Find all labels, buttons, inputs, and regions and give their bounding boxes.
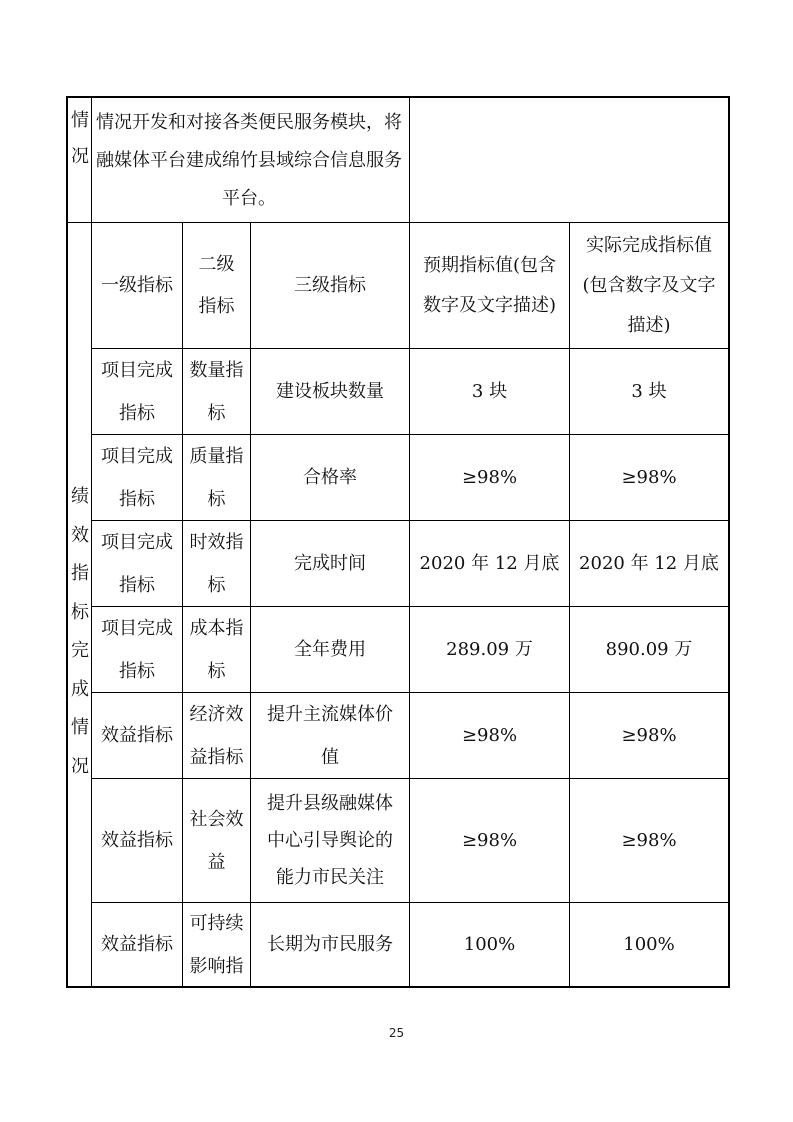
row-3-actual-text: 2020 年 12 月底 <box>579 553 719 574</box>
row-7-level3 <box>251 903 409 986</box>
row-7-expected <box>410 903 569 986</box>
row-2-actual <box>570 435 728 520</box>
row-1-level1-text: 项目完成指标 <box>101 359 173 424</box>
row-6-actual-text: ≥98% <box>621 830 677 851</box>
header-expected <box>410 223 569 348</box>
row-4-actual-text: 890.09 万 <box>605 639 693 660</box>
row-3-level2 <box>183 521 250 606</box>
row-5-level2-text: 经济效益指标 <box>189 703 244 768</box>
top-left-label-text: 情况 <box>71 110 89 167</box>
header-level3 <box>251 223 409 348</box>
section-label-text: 绩效指标完成情况 <box>71 486 89 777</box>
row-7-level2 <box>183 903 250 986</box>
row-2-actual-text: ≥98% <box>621 467 677 488</box>
top-content <box>93 98 409 222</box>
top-left-label <box>68 98 92 222</box>
row-1-actual <box>570 349 728 434</box>
row-2-expected-text: ≥98% <box>461 467 518 488</box>
row-4-level2-text: 成本指标 <box>189 617 244 682</box>
header-actual-text: 实际完成指标值(包含数字及文字描述) <box>582 234 716 336</box>
row-3-expected <box>410 521 569 606</box>
row-1-expected-text: 3 块 <box>471 381 508 402</box>
row-7-actual <box>570 903 728 986</box>
row-4-level1-text: 项目完成指标 <box>101 617 173 682</box>
row-2-level2 <box>183 435 250 520</box>
row-4-level3 <box>251 607 409 692</box>
row-1-level1 <box>92 349 182 434</box>
row-4-expected-text: 289.09 万 <box>446 639 533 660</box>
row-1-expected <box>410 349 569 434</box>
row-2-expected <box>410 435 569 520</box>
row-3-level3-text: 完成时间 <box>294 553 366 574</box>
row-3-level2-text: 时效指标 <box>189 531 244 596</box>
row-5-actual <box>570 693 728 778</box>
row-5-actual-text: ≥98% <box>621 725 677 746</box>
row-6-expected-text: ≥98% <box>461 830 518 851</box>
header-level2-text: 二级指标 <box>198 253 235 317</box>
row-2-level1-text: 项目完成指标 <box>101 445 173 510</box>
row-5-level1-text: 效益指标 <box>101 725 173 746</box>
top-content-text: 情况开发和对接各类便民服务模块，将融媒体平台建成绵竹县域综合信息服务平台。 <box>96 112 402 209</box>
row-1-level2 <box>183 349 250 434</box>
row-6-level3-text: 提升县级融媒体中心引导舆论的能力市民关注 <box>267 793 393 888</box>
row-6-level1 <box>92 779 182 902</box>
row-4-level1 <box>92 607 182 692</box>
header-level1-text: 一级指标 <box>101 275 173 296</box>
row-6-level2 <box>183 779 250 902</box>
row-1-level3 <box>251 349 409 434</box>
row-7-expected-text: 100% <box>463 934 516 955</box>
row-6-level2-text: 社会效益 <box>189 808 244 873</box>
row-1-level3-text: 建设板块数量 <box>276 381 384 402</box>
header-level3-text: 三级指标 <box>294 275 366 296</box>
row-6-expected <box>410 779 569 902</box>
row-6-level3 <box>251 779 409 902</box>
row-3-level1-text: 项目完成指标 <box>101 531 173 596</box>
row-1-actual-text: 3 块 <box>631 381 667 402</box>
row-4-level2 <box>183 607 250 692</box>
row-5-expected-text: ≥98% <box>461 725 518 746</box>
page-number: 25 <box>388 1026 405 1040</box>
row-4-expected <box>410 607 569 692</box>
performance-table <box>66 96 730 988</box>
row-1-level2-text: 数量指标 <box>189 359 244 424</box>
row-6-actual <box>570 779 728 902</box>
row-7-level2-text: 可持续影响指 <box>189 912 244 977</box>
row-3-actual <box>570 521 728 606</box>
row-6-level1-text: 效益指标 <box>101 830 173 851</box>
row-2-level3 <box>251 435 409 520</box>
row-5-level3-text: 提升主流媒体价值 <box>267 703 393 768</box>
row-4-actual <box>570 607 728 692</box>
row-3-expected-text: 2020 年 12 月底 <box>419 553 560 574</box>
row-2-level2-text: 质量指标 <box>189 445 244 510</box>
header-level1 <box>92 223 182 348</box>
row-7-level1 <box>92 903 182 986</box>
row-7-actual-text: 100% <box>623 934 675 955</box>
row-5-level2 <box>183 693 250 778</box>
header-actual <box>570 223 728 348</box>
row-2-level3-text: 合格率 <box>303 467 357 488</box>
row-7-level1-text: 效益指标 <box>101 934 173 955</box>
header-expected-text: 预期指标值(包含数字及文字描述) <box>422 254 557 316</box>
row-5-expected <box>410 693 569 778</box>
row-2-level1 <box>92 435 182 520</box>
header-level2 <box>183 223 250 348</box>
row-3-level3 <box>251 521 409 606</box>
row-7-level3-text: 长期为市民服务 <box>267 934 393 955</box>
row-5-level1 <box>92 693 182 778</box>
row-3-level1 <box>92 521 182 606</box>
row-5-level3 <box>251 693 409 778</box>
section-label <box>68 222 92 986</box>
row-4-level3-text: 全年费用 <box>294 639 366 660</box>
